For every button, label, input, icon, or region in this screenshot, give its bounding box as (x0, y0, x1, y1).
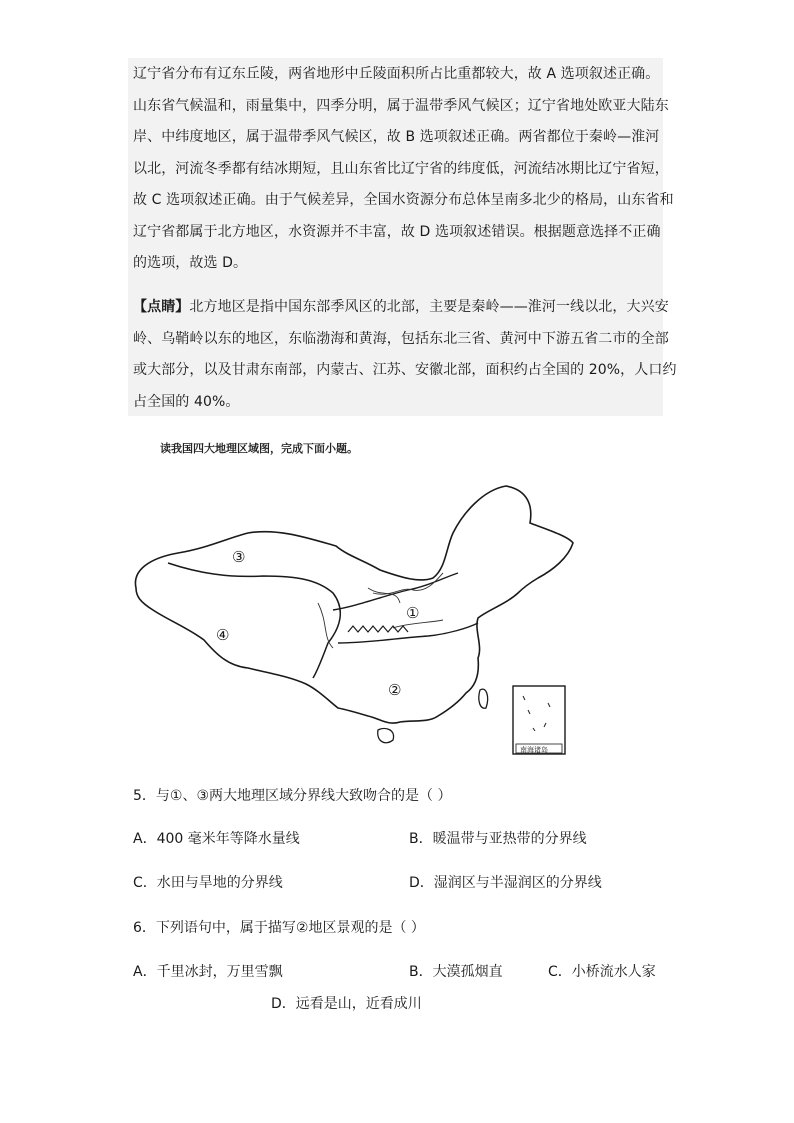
china-regions-map (128, 478, 598, 758)
china-outline (135, 486, 573, 723)
region-1-label: ① (406, 604, 420, 622)
question-5-stem: 5．与①、③两大地理区域分界线大致吻合的是（ ） (133, 788, 452, 804)
question-6-option-d: D．远看是山，近看成川 (271, 996, 422, 1012)
question-5-option-c: C．水田与旱地的分界线 (133, 875, 283, 891)
answer-line-7: 的选项，故选 D。 (133, 255, 248, 271)
answer-line-1: 辽宁省分布有辽东丘陵，两省地形中丘陵面积所占比重都较大，故 A 选项叙述正确。 (133, 66, 660, 82)
region-3-label: ③ (232, 548, 246, 566)
tip-line-2: 岭、乌鞘岭以东的地区，东临渤海和黄海，包括东北三省、黄河中下游五省二市的全部 (133, 331, 669, 347)
tip-text-1: 北方地区是指中国东部季风区的北部，主要是秦岭——淮河一线以北，大兴安 (189, 299, 669, 315)
tip-line-4: 占全国的 40%。 (133, 394, 240, 410)
taiwan-island (479, 689, 488, 708)
region-2-label: ② (388, 681, 402, 699)
answer-line-4: 以北，河流冬季都有结冰期短，且山东省比辽宁省的纬度低，河流结冰期比辽宁省短， (133, 161, 669, 177)
map-caption: 读我国四大地理区域图，完成下面小题。 (160, 442, 358, 455)
tip-label: 【点睛】 (133, 299, 190, 315)
tip-line-1 (133, 297, 669, 317)
answer-line-3: 岸、中纬度地区，属于温带季风气候区，故 B 选项叙述正确。两省都位于秦岭—淮河 (133, 129, 660, 145)
region-4-label: ④ (216, 626, 230, 644)
inset-label: 南海诸岛 (520, 746, 548, 754)
question-5-option-a: A．400 毫米年等降水量线 (133, 831, 300, 847)
hainan-island (378, 728, 394, 742)
tip-line-3: 或大部分，以及甘肃东南部，内蒙古、江苏、安徽北部，面积约占全国的 20%，人口约 (133, 362, 677, 378)
answer-line-2: 山东省气候温和，雨量集中，四季分明，属于温带季风气候区；辽宁省地处欧亚大陆东 (133, 98, 669, 114)
question-6-option-a: A．千里冰封，万里雪飘 (133, 964, 283, 980)
question-5-option-b: B．暖温带与亚热带的分界线 (409, 831, 587, 847)
question-6-stem: 6．下列语句中，属于描写②地区景观的是（ ） (133, 920, 425, 936)
answer-line-6: 辽宁省都属于北方地区，水资源并不丰富，故 D 选项叙述错误。根据题意选择不正确 (133, 224, 661, 240)
question-6-option-c: C．小桥流水人家 (548, 964, 656, 980)
question-5-option-d: D．湿润区与半湿润区的分界线 (409, 875, 602, 891)
answer-line-5: 故 C 选项叙述正确。由于气候差异，全国水资源分布总体呈南多北少的格局，山东省和 (133, 192, 674, 208)
question-6-option-b: B．大漠孤烟直 (409, 964, 503, 980)
